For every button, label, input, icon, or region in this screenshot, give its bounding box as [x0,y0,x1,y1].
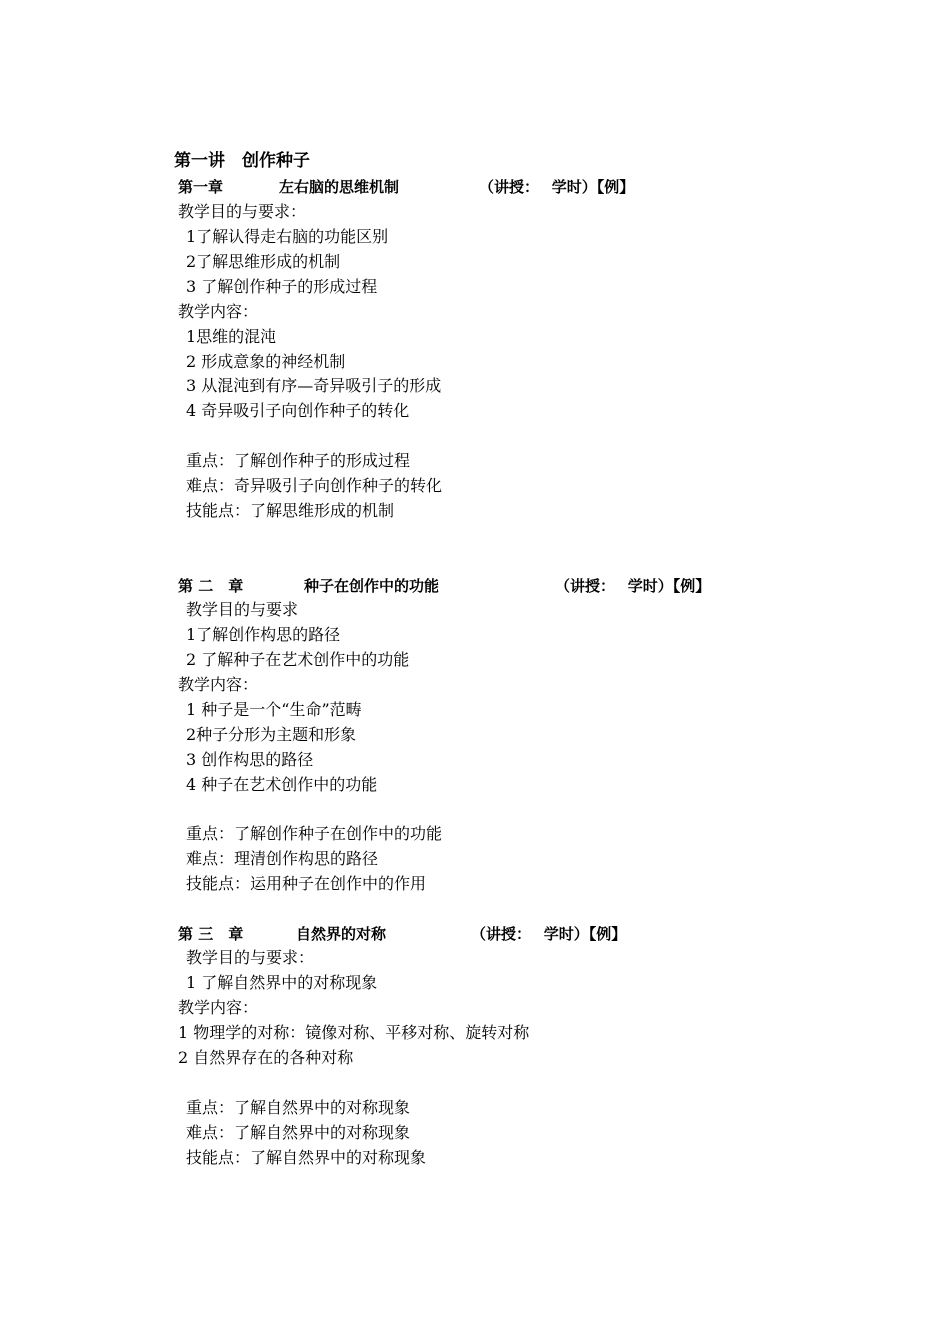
chapter-number: 第 二 章 [178,577,244,595]
key-point: 重点：了解创作种子在创作中的功能 [186,824,443,843]
objective-item: 2了解思维形成的机制 [186,252,341,271]
chapter-hours: （讲授： 学时）【例】 [555,577,711,595]
content-label: 教学内容： [178,302,259,321]
chapter-number: 第一章 [178,178,224,196]
objective-item: 1了解认得走右脑的功能区别 [186,227,389,246]
content-item: 3 创作构思的路径 [186,750,314,769]
objectives-label: 教学目的与要求： [186,948,315,967]
difficulty-point: 难点：了解自然界中的对称现象 [186,1123,411,1142]
chapter-hours: （讲授： 学时）【例】 [471,925,627,943]
chapter-title: 自然界的对称 [296,925,387,943]
content-label: 教学内容： [178,675,259,694]
content-item: 1 种子是一个“生命”范畴 [186,700,362,719]
difficulty-point: 难点：理清创作构思的路径 [186,849,379,868]
objective-item: 3 了解创作种子的形成过程 [186,277,378,296]
key-point: 重点：了解创作种子的形成过程 [186,451,411,470]
content-label: 教学内容： [178,998,259,1017]
objective-item: 1 了解自然界中的对称现象 [186,973,378,992]
content-item: 1 物理学的对称：镜像对称、平移对称、旋转对称 [178,1023,530,1042]
content-item: 2种子分形为主题和形象 [186,725,357,744]
chapter-number: 第 三 章 [178,925,244,943]
content-item: 1思维的混沌 [186,327,277,346]
lecture-title: 第一讲 创作种子 [174,151,310,171]
skill-point: 技能点：运用种子在创作中的作用 [186,874,427,893]
content-item: 2 自然界存在的各种对称 [178,1048,354,1067]
content-item: 2 形成意象的神经机制 [186,352,346,371]
objectives-label: 教学目的与要求： [178,202,307,221]
content-item: 3 从混沌到有序—奇异吸引子的形成 [186,376,442,395]
content-item: 4 奇异吸引子向创作种子的转化 [186,401,410,420]
objective-item: 2 了解种子在艺术创作中的功能 [186,650,410,669]
key-point: 重点：了解自然界中的对称现象 [186,1098,411,1117]
objectives-label: 教学目的与要求 [186,600,299,619]
skill-point: 技能点：了解思维形成的机制 [186,501,395,520]
chapter-hours: （讲授： 学时）【例】 [479,178,635,196]
skill-point: 技能点：了解自然界中的对称现象 [186,1148,427,1167]
difficulty-point: 难点：奇异吸引子向创作种子的转化 [186,476,443,495]
objective-item: 1了解创作构思的路径 [186,625,341,644]
content-item: 4 种子在艺术创作中的功能 [186,775,378,794]
chapter-title: 种子在创作中的功能 [304,577,440,595]
chapter-title: 左右脑的思维机制 [279,178,400,196]
